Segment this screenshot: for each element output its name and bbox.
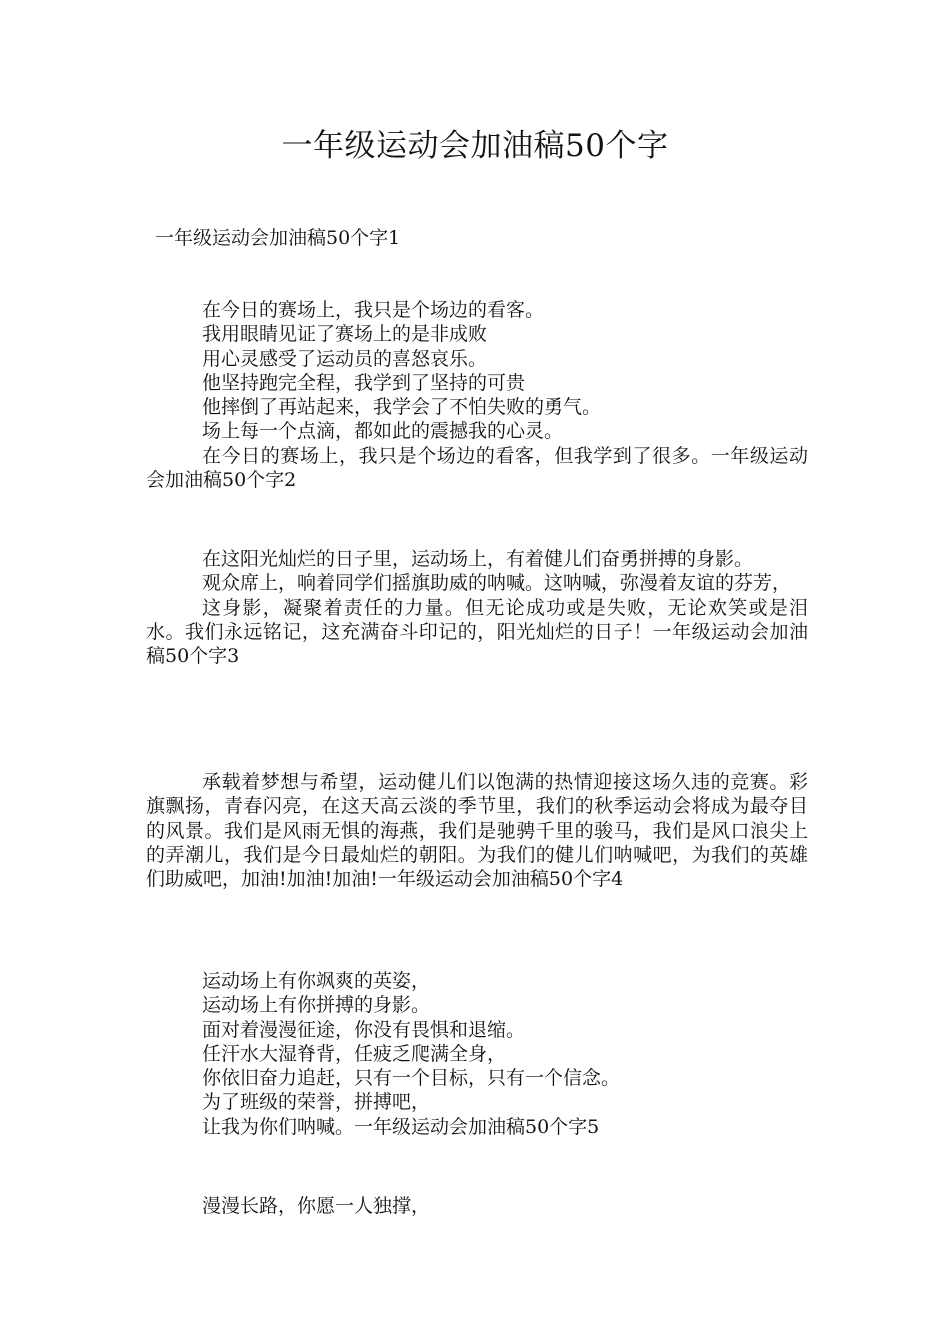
text-line: 你依旧奋力追赶，只有一个目标，只有一个信念。 [202, 1067, 621, 1090]
text-line: 他摔倒了再站起来，我学会了不怕失败的勇气。 [202, 396, 602, 419]
paragraph: 在这阳光灿烂的日子里，运动场上，有着健儿们奋勇拼搏的身影。 [202, 548, 754, 570]
paragraph-with-heading-3: 这身影，凝聚着责任的力量。但无论成功或是失败，无论欢笑或是泪水。我们永远铭记，这充满奋斗印记的，阳光灿烂的日子！一年级运动会加油稿50个字3 [146, 596, 808, 668]
paragraph-with-heading-2: 在今日的赛场上，我只是个场边的看客，但我学到了很多。一年级运动会加油稿50个字2 [146, 444, 808, 492]
section-5-body [146, 1194, 808, 1218]
document-title: 一年级运动会加油稿50个字 [281, 128, 669, 164]
text-line: 他坚持跑完全程，我学到了坚持的可贵 [202, 371, 526, 394]
section-4-body [146, 969, 808, 1139]
text-line: 任汗水大湿脊背，任疲乏爬满全身， [202, 1042, 507, 1065]
text-line: 运动场上有你飒爽的英姿， [202, 970, 431, 992]
text-line: 运动场上有你拼搏的身影。 [202, 994, 431, 1017]
section-2-body [146, 547, 808, 668]
section-3-body [146, 770, 808, 891]
text-line-with-heading-5: 让我为你们呐喊。一年级运动会加油稿50个字5 [202, 1115, 600, 1138]
paragraph: 观众席上，响着同学们摇旗助威的呐喊。这呐喊，弥漫着友谊的芬芳， [202, 572, 792, 595]
section-heading-1: 一年级运动会加油稿50个字1 [155, 227, 401, 249]
section-1-body [146, 298, 808, 492]
text-line: 为了班级的荣誉，拼搏吧， [202, 1091, 431, 1114]
paragraph-with-heading-4: 承载着梦想与希望，运动健儿们以饱满的热情迎接这场久违的竞赛。彩旗飘扬，青春闪亮，在这天高云淡的季节里，我们的秋季运动会将成为最夺目的风景。我们是风雨无惧的海燕，我们是驰骋千里的骏马，我们是风口浪尖上的弄潮儿，我们是今日最灿烂的朝阳。为我们的健儿们呐喊吧，为我们的英雄们助威吧，加油!加油!加油!一年级运动会加油稿50个字4 [146, 771, 808, 891]
text-line: 场上每一个点滴，都如此的震撼我的心灵。 [202, 420, 564, 443]
text-line: 用心灵感受了运动员的喜怒哀乐。 [202, 347, 488, 370]
text-line: 面对着漫漫征途，你没有畏惧和退缩。 [202, 1018, 526, 1041]
text-line: 漫漫长路，你愿一人独撑， [202, 1195, 431, 1217]
text-line: 我用眼睛见证了赛场上的是非成败 [202, 323, 488, 346]
text-line: 在今日的赛场上，我只是个场边的看客。 [202, 299, 545, 321]
